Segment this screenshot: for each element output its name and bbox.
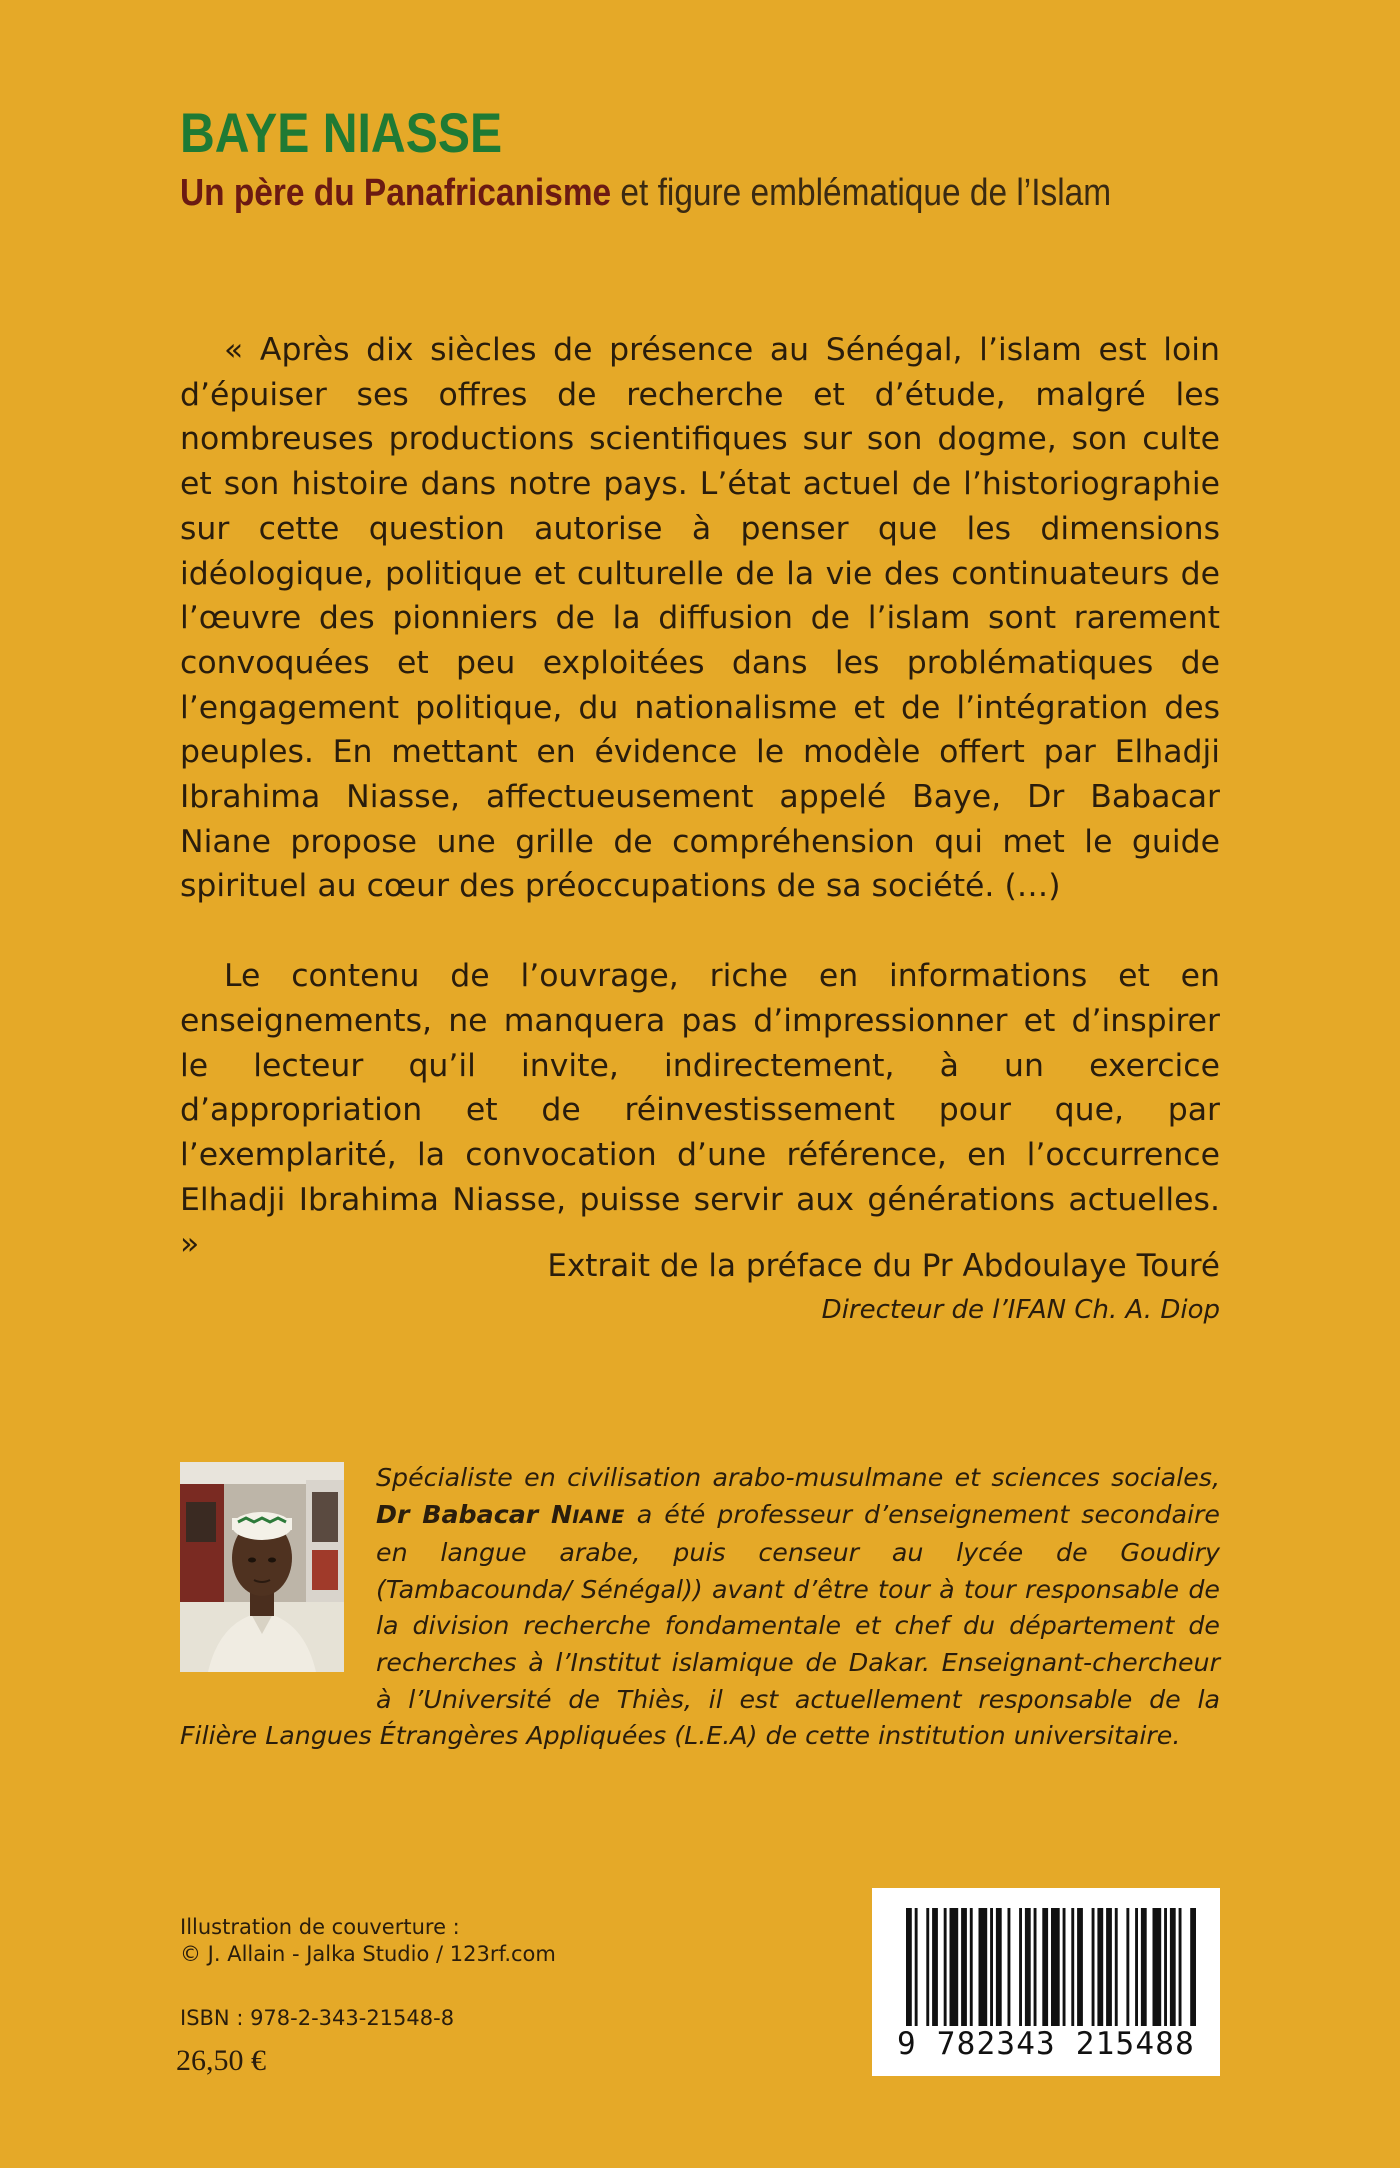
author-name: [376, 1500, 625, 1529]
cover-illustration-credit: [180, 1914, 556, 1968]
credit-line-1: Illustration de couverture :: [180, 1915, 460, 1939]
isbn-barcode: [872, 1888, 1220, 2076]
isbn-number: ISBN : 978-2-343-21548-8: [180, 2006, 455, 2030]
book-subtitle: [180, 172, 1111, 215]
bio-rest: a été professeur d’enseignement secondaire en langue arabe, puis censeur au lycée de Goudiry (Tambacounda/ Sénégal)) avant d’être tour à tour responsable de la division recherche fondamentale et chef du département de recherches à l’Institut islamique de Dakar. Enseignant-chercheur à l’Université de Thiès, il est actuellement responsable de la Filière Langues Étrangères Appliquées (L.E.A) de cette institution universitaire.: [180, 1499, 1220, 1751]
book-price: 26,50 €: [176, 2044, 266, 2077]
photo-spacer: [180, 1460, 376, 1682]
author-name-first: Dr Babacar N: [376, 1499, 573, 1529]
author-biography: [180, 1460, 1220, 1755]
excerpt-paragraph-2: Le contenu de l’ouvrage, riche en informations et en enseignements, ne manquera pas d’impressionner et d’inspirer le lecteur qu’il invite, indirectement, à un exercice d’appropriation et de réinvestissement pour que, par l’exemplarité, la convocation d’une référence, en l’occurrence Elhadji Ibrahima Niasse, puisse servir aux générations actuelles. »: [180, 958, 1220, 1263]
excerpt-paragraph-1: « Après dix siècles de présence au Sénégal, l’islam est loin d’épuiser ses offres de recherche et d’étude, malgré les nombreuses productions scientifiques sur son dogme, son culte et son histoire dans notre pays. L’état actuel de l’historiographie sur cette question autorise à penser que les dimensions idéologique, politique et culturelle de la vie des continuateurs de l’œuvre des pionniers de la diffusion de l’islam sont rarement convoquées et peu exploitées dans les problématiques de l’engagement politique, du nationalisme et de l’intégration des peuples. En mettant en évidence le modèle offert par Elhadji Ibrahima Niasse, affectueusement appelé Baye, Dr Babacar Niane propose une grille de compréhension qui met le guide spirituel au cœur des préoccupations de sa société. (…): [180, 332, 1220, 905]
credit-line-2: © J. Allain - Jalka Studio / 123rf.com: [180, 1942, 556, 1966]
attribution-role: Directeur de l’IFAN Ch. A. Diop: [821, 1295, 1220, 1325]
excerpt-attribution: Extrait de la préface du Pr Abdoulaye Touré: [547, 1248, 1220, 1284]
subtitle-strong: Un père du Panafricanisme: [180, 172, 612, 214]
book-title: BAYE NIASSE: [180, 101, 503, 164]
bio-intro: Spécialiste en civilisation arabo-musulmane et sciences sociales,: [376, 1463, 1220, 1492]
subtitle-rest: et figure emblématique de l’Islam: [611, 172, 1112, 214]
barcode-digits: 9 782343 215488: [897, 2026, 1195, 2062]
preface-excerpt: [180, 328, 1220, 1267]
author-name-smallcaps: IANE: [572, 1505, 625, 1528]
